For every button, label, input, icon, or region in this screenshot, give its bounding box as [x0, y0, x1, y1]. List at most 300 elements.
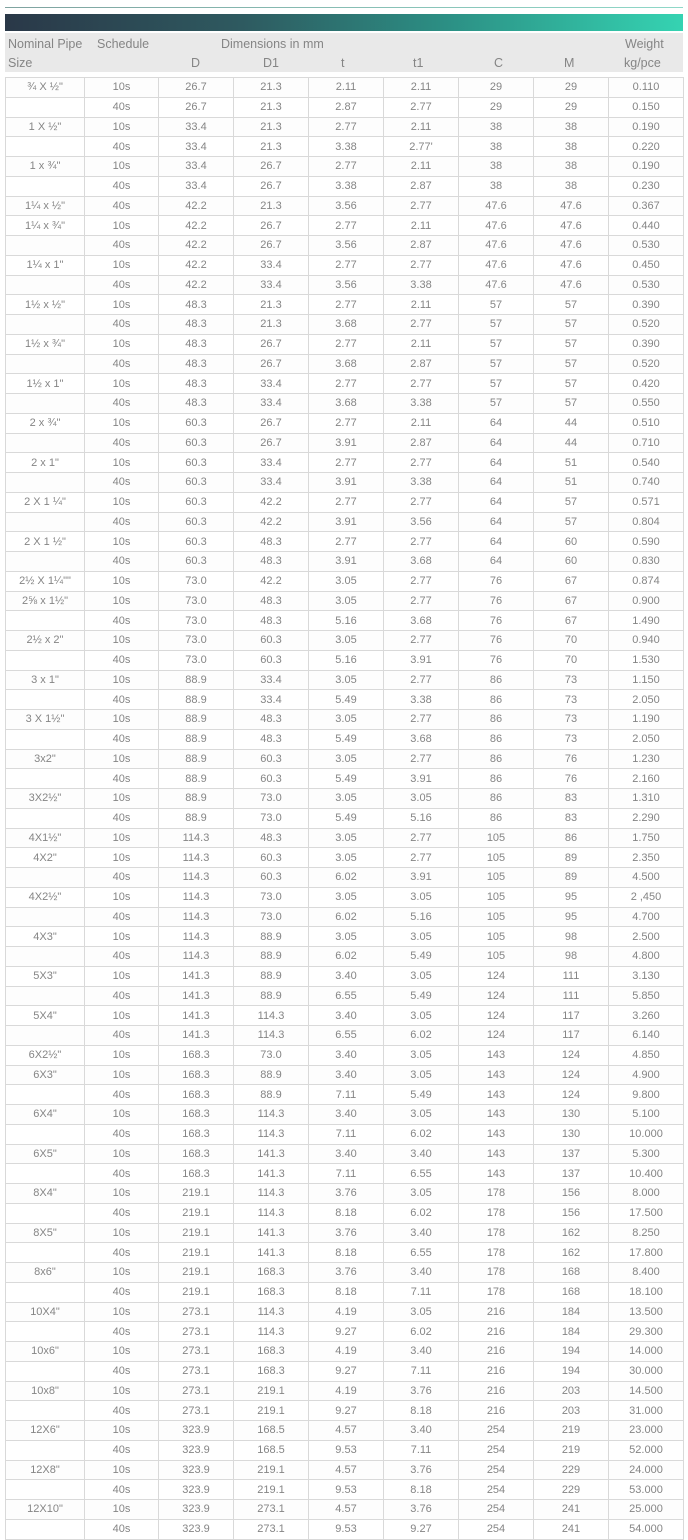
cell-nominal-size: 5X4" — [6, 1006, 85, 1026]
cell-t: 9.53 — [309, 1519, 384, 1539]
cell-t1: 3.05 — [384, 1105, 459, 1125]
cell-d: 323.9 — [159, 1500, 234, 1520]
cell-schedule: 40s — [85, 1361, 159, 1381]
table-row — [6, 1045, 684, 1065]
cell-m: 29 — [534, 78, 609, 98]
header-dimensions: Dimensions in mm — [221, 37, 324, 51]
cell-d: 60.3 — [159, 512, 234, 532]
cell-schedule: 10s — [85, 295, 159, 315]
cell-t1: 8.18 — [384, 1401, 459, 1421]
table-row — [6, 1381, 684, 1401]
cell-weight: 10.000 — [609, 1124, 684, 1144]
cell-t1: 3.38 — [384, 473, 459, 493]
cell-m: 89 — [534, 868, 609, 888]
cell-d1: 48.3 — [234, 611, 309, 631]
cell-d1: 219.1 — [234, 1480, 309, 1500]
cell-weight: 5.850 — [609, 986, 684, 1006]
cell-schedule: 40s — [85, 690, 159, 710]
cell-d: 273.1 — [159, 1302, 234, 1322]
cell-d1: 88.9 — [234, 927, 309, 947]
cell-nominal-size: 3X2½" — [6, 789, 85, 809]
cell-d: 168.3 — [159, 1164, 234, 1184]
cell-d: 48.3 — [159, 295, 234, 315]
cell-m: 162 — [534, 1223, 609, 1243]
table-row — [6, 255, 684, 275]
cell-t1: 2.77 — [384, 97, 459, 117]
table-row — [6, 295, 684, 315]
cell-c: 47.6 — [459, 236, 534, 256]
cell-schedule: 40s — [85, 769, 159, 789]
cell-d1: 21.3 — [234, 78, 309, 98]
cell-d: 33.4 — [159, 176, 234, 196]
table-row — [6, 670, 684, 690]
cell-c: 64 — [459, 413, 534, 433]
cell-weight: 8.000 — [609, 1184, 684, 1204]
cell-nominal-size — [6, 552, 85, 572]
cell-weight: 0.230 — [609, 176, 684, 196]
cell-c: 57 — [459, 295, 534, 315]
cell-m: 38 — [534, 176, 609, 196]
cell-nominal-size: 1½ x 1" — [6, 374, 85, 394]
cell-t1: 7.11 — [384, 1361, 459, 1381]
cell-t1: 2.77 — [384, 492, 459, 512]
cell-weight: 0.830 — [609, 552, 684, 572]
cell-nominal-size: 1½ x ½" — [6, 295, 85, 315]
cell-weight: 18.100 — [609, 1282, 684, 1302]
table-row — [6, 97, 684, 117]
cell-weight: 2.160 — [609, 769, 684, 789]
table-row — [6, 1302, 684, 1322]
cell-c: 254 — [459, 1480, 534, 1500]
cell-nominal-size — [6, 1164, 85, 1184]
cell-c: 254 — [459, 1519, 534, 1539]
cell-t1: 5.49 — [384, 1085, 459, 1105]
cell-d1: 48.3 — [234, 828, 309, 848]
cell-t1: 3.05 — [384, 966, 459, 986]
cell-nominal-size — [6, 1322, 85, 1342]
table-row — [6, 710, 684, 730]
cell-c: 254 — [459, 1421, 534, 1441]
header-size: Size — [8, 56, 33, 70]
cell-c: 86 — [459, 749, 534, 769]
cell-t: 3.40 — [309, 1006, 384, 1026]
cell-schedule: 10s — [85, 789, 159, 809]
cell-t1: 3.40 — [384, 1144, 459, 1164]
cell-d: 60.3 — [159, 433, 234, 453]
cell-weight: 0.220 — [609, 137, 684, 157]
cell-t1: 8.18 — [384, 1480, 459, 1500]
cell-d1: 168.5 — [234, 1421, 309, 1441]
cell-m: 241 — [534, 1519, 609, 1539]
cell-d1: 48.3 — [234, 710, 309, 730]
cell-c: 178 — [459, 1243, 534, 1263]
table-row — [6, 966, 684, 986]
cell-c: 254 — [459, 1500, 534, 1520]
cell-t: 3.05 — [309, 591, 384, 611]
cell-nominal-size: 8x6" — [6, 1263, 85, 1283]
cell-t: 2.77 — [309, 374, 384, 394]
cell-m: 203 — [534, 1401, 609, 1421]
table-row — [6, 1421, 684, 1441]
table-row — [6, 571, 684, 591]
cell-weight: 0.740 — [609, 473, 684, 493]
cell-nominal-size — [6, 808, 85, 828]
cell-weight: 1.150 — [609, 670, 684, 690]
cell-nominal-size: 4X2" — [6, 848, 85, 868]
cell-c: 38 — [459, 137, 534, 157]
cell-weight: 0.550 — [609, 394, 684, 414]
cell-nominal-size — [6, 1401, 85, 1421]
cell-d1: 48.3 — [234, 552, 309, 572]
cell-t1: 3.05 — [384, 927, 459, 947]
cell-m: 229 — [534, 1460, 609, 1480]
cell-schedule: 40s — [85, 1085, 159, 1105]
cell-t: 3.76 — [309, 1184, 384, 1204]
cell-d1: 21.3 — [234, 117, 309, 137]
cell-d: 114.3 — [159, 907, 234, 927]
cell-schedule: 40s — [85, 394, 159, 414]
cell-schedule: 40s — [85, 1322, 159, 1342]
cell-d: 88.9 — [159, 729, 234, 749]
cell-weight: 17.500 — [609, 1203, 684, 1223]
cell-t1: 2.77 — [384, 670, 459, 690]
cell-t: 2.77 — [309, 255, 384, 275]
cell-t1: 3.68 — [384, 611, 459, 631]
cell-nominal-size — [6, 433, 85, 453]
cell-nominal-size — [6, 907, 85, 927]
cell-schedule: 40s — [85, 1203, 159, 1223]
cell-t1: 2.87 — [384, 176, 459, 196]
cell-schedule: 40s — [85, 650, 159, 670]
cell-t: 4.19 — [309, 1381, 384, 1401]
cell-m: 76 — [534, 749, 609, 769]
cell-d: 273.1 — [159, 1361, 234, 1381]
table-row — [6, 413, 684, 433]
cell-c: 64 — [459, 552, 534, 572]
cell-m: 60 — [534, 532, 609, 552]
cell-nominal-size: 10x8" — [6, 1381, 85, 1401]
cell-m: 130 — [534, 1105, 609, 1125]
cell-d1: 33.4 — [234, 394, 309, 414]
cell-d1: 73.0 — [234, 887, 309, 907]
cell-d1: 168.3 — [234, 1361, 309, 1381]
cell-m: 47.6 — [534, 236, 609, 256]
cell-t: 6.02 — [309, 947, 384, 967]
cell-nominal-size — [6, 947, 85, 967]
cell-t1: 2.77 — [384, 828, 459, 848]
cell-weight: 0.710 — [609, 433, 684, 453]
cell-t: 7.11 — [309, 1124, 384, 1144]
cell-c: 105 — [459, 907, 534, 927]
cell-m: 98 — [534, 947, 609, 967]
cell-t: 9.27 — [309, 1361, 384, 1381]
cell-d1: 273.1 — [234, 1500, 309, 1520]
cell-t: 3.68 — [309, 394, 384, 414]
cell-d: 42.2 — [159, 216, 234, 236]
cell-weight: 2.350 — [609, 848, 684, 868]
table-row — [6, 157, 684, 177]
cell-d: 114.3 — [159, 828, 234, 848]
cell-nominal-size: 1 x ¾" — [6, 157, 85, 177]
table-row — [6, 176, 684, 196]
cell-nominal-size — [6, 611, 85, 631]
cell-t: 3.38 — [309, 176, 384, 196]
cell-c: 29 — [459, 97, 534, 117]
cell-c: 47.6 — [459, 275, 534, 295]
cell-schedule: 10s — [85, 927, 159, 947]
cell-weight: 0.150 — [609, 97, 684, 117]
cell-schedule: 10s — [85, 1105, 159, 1125]
cell-schedule: 40s — [85, 611, 159, 631]
cell-d1: 26.7 — [234, 354, 309, 374]
cell-c: 47.6 — [459, 255, 534, 275]
cell-m: 156 — [534, 1203, 609, 1223]
cell-d: 60.3 — [159, 453, 234, 473]
cell-schedule: 10s — [85, 1342, 159, 1362]
cell-weight: 1.750 — [609, 828, 684, 848]
cell-weight: 29.300 — [609, 1322, 684, 1342]
cell-weight: 0.110 — [609, 78, 684, 98]
cell-m: 98 — [534, 927, 609, 947]
cell-nominal-size: 8X4" — [6, 1184, 85, 1204]
cell-schedule: 40s — [85, 315, 159, 335]
cell-d1: 73.0 — [234, 808, 309, 828]
cell-d: 88.9 — [159, 749, 234, 769]
cell-c: 216 — [459, 1381, 534, 1401]
cell-d: 60.3 — [159, 492, 234, 512]
cell-nominal-size — [6, 137, 85, 157]
header-col-d1: D1 — [263, 56, 279, 70]
cell-m: 67 — [534, 591, 609, 611]
cell-m: 83 — [534, 789, 609, 809]
cell-weight: 0.590 — [609, 532, 684, 552]
top-divider-line — [5, 7, 683, 8]
table-header — [5, 33, 683, 72]
cell-d1: 33.4 — [234, 453, 309, 473]
table-row — [6, 275, 684, 295]
cell-d1: 48.3 — [234, 532, 309, 552]
cell-m: 162 — [534, 1243, 609, 1263]
cell-t1: 2.77' — [384, 137, 459, 157]
cell-d: 323.9 — [159, 1519, 234, 1539]
table-row — [6, 690, 684, 710]
cell-schedule: 40s — [85, 986, 159, 1006]
cell-c: 86 — [459, 789, 534, 809]
cell-d: 273.1 — [159, 1381, 234, 1401]
cell-t: 8.18 — [309, 1203, 384, 1223]
cell-weight: 53.000 — [609, 1480, 684, 1500]
cell-t1: 2.11 — [384, 117, 459, 137]
cell-schedule: 10s — [85, 1065, 159, 1085]
cell-d1: 88.9 — [234, 947, 309, 967]
cell-t: 3.40 — [309, 966, 384, 986]
header-col-d: D — [191, 56, 201, 70]
cell-m: 51 — [534, 453, 609, 473]
cell-weight: 0.420 — [609, 374, 684, 394]
table-row — [6, 433, 684, 453]
table-row — [6, 1124, 684, 1144]
cell-nominal-size: 1 X ½" — [6, 117, 85, 137]
cell-d1: 33.4 — [234, 690, 309, 710]
cell-m: 219 — [534, 1421, 609, 1441]
cell-m: 229 — [534, 1480, 609, 1500]
cell-t: 2.77 — [309, 453, 384, 473]
cell-weight: 54.000 — [609, 1519, 684, 1539]
cell-t: 2.11 — [309, 78, 384, 98]
cell-schedule: 10s — [85, 828, 159, 848]
cell-t1: 6.02 — [384, 1322, 459, 1342]
cell-d1: 60.3 — [234, 650, 309, 670]
cell-m: 38 — [534, 117, 609, 137]
cell-d1: 168.5 — [234, 1440, 309, 1460]
cell-nominal-size — [6, 97, 85, 117]
cell-schedule: 10s — [85, 413, 159, 433]
cell-schedule: 10s — [85, 216, 159, 236]
cell-t: 5.49 — [309, 808, 384, 828]
cell-weight: 52.000 — [609, 1440, 684, 1460]
cell-weight: 3.260 — [609, 1006, 684, 1026]
cell-t1: 2.77 — [384, 255, 459, 275]
cell-m: 57 — [534, 492, 609, 512]
cell-nominal-size: 4X1½" — [6, 828, 85, 848]
table-row — [6, 216, 684, 236]
table-row — [6, 907, 684, 927]
cell-schedule: 10s — [85, 1006, 159, 1026]
cell-weight: 1.310 — [609, 789, 684, 809]
cell-d: 42.2 — [159, 255, 234, 275]
cell-nominal-size: 10x6" — [6, 1342, 85, 1362]
cell-nominal-size: 2 X 1 ¼" — [6, 492, 85, 512]
cell-c: 76 — [459, 611, 534, 631]
cell-m: 203 — [534, 1381, 609, 1401]
cell-m: 38 — [534, 137, 609, 157]
cell-d: 114.3 — [159, 947, 234, 967]
cell-t1: 3.40 — [384, 1263, 459, 1283]
cell-t1: 3.38 — [384, 690, 459, 710]
cell-d1: 114.3 — [234, 1124, 309, 1144]
cell-t: 3.05 — [309, 710, 384, 730]
cell-nominal-size — [6, 176, 85, 196]
cell-d1: 26.7 — [234, 413, 309, 433]
cell-t: 2.77 — [309, 532, 384, 552]
cell-schedule: 10s — [85, 1184, 159, 1204]
cell-schedule: 40s — [85, 868, 159, 888]
cell-d: 114.3 — [159, 927, 234, 947]
cell-d1: 60.3 — [234, 631, 309, 651]
cell-schedule: 40s — [85, 275, 159, 295]
cell-t1: 2.87 — [384, 354, 459, 374]
cell-c: 216 — [459, 1342, 534, 1362]
cell-d: 73.0 — [159, 571, 234, 591]
cell-m: 219 — [534, 1440, 609, 1460]
cell-d: 48.3 — [159, 394, 234, 414]
cell-t1: 9.27 — [384, 1519, 459, 1539]
table-row — [6, 1500, 684, 1520]
cell-t: 3.40 — [309, 1144, 384, 1164]
cell-t: 3.05 — [309, 789, 384, 809]
cell-t: 3.05 — [309, 887, 384, 907]
cell-t1: 3.40 — [384, 1223, 459, 1243]
cell-weight: 6.140 — [609, 1026, 684, 1046]
cell-t1: 3.05 — [384, 887, 459, 907]
cell-m: 73 — [534, 670, 609, 690]
cell-t: 7.11 — [309, 1164, 384, 1184]
cell-c: 64 — [459, 473, 534, 493]
cell-weight: 0.520 — [609, 315, 684, 335]
table-row — [6, 868, 684, 888]
cell-d: 168.3 — [159, 1065, 234, 1085]
cell-d1: 219.1 — [234, 1460, 309, 1480]
cell-c: 216 — [459, 1401, 534, 1421]
table-row — [6, 1460, 684, 1480]
cell-m: 57 — [534, 334, 609, 354]
cell-schedule: 10s — [85, 571, 159, 591]
cell-m: 168 — [534, 1282, 609, 1302]
cell-d: 114.3 — [159, 887, 234, 907]
cell-t1: 5.49 — [384, 947, 459, 967]
cell-weight: 31.000 — [609, 1401, 684, 1421]
cell-c: 178 — [459, 1223, 534, 1243]
cell-schedule: 10s — [85, 966, 159, 986]
cell-schedule: 10s — [85, 1223, 159, 1243]
cell-t1: 3.76 — [384, 1381, 459, 1401]
cell-schedule: 40s — [85, 1440, 159, 1460]
cell-d1: 114.3 — [234, 1006, 309, 1026]
cell-c: 86 — [459, 710, 534, 730]
cell-d1: 168.3 — [234, 1263, 309, 1283]
cell-d1: 26.7 — [234, 216, 309, 236]
cell-t: 2.87 — [309, 97, 384, 117]
cell-d1: 21.3 — [234, 315, 309, 335]
cell-m: 137 — [534, 1144, 609, 1164]
cell-d: 26.7 — [159, 78, 234, 98]
table-row — [6, 374, 684, 394]
cell-c: 64 — [459, 453, 534, 473]
cell-t1: 7.11 — [384, 1440, 459, 1460]
cell-d1: 33.4 — [234, 275, 309, 295]
cell-c: 76 — [459, 650, 534, 670]
cell-t: 2.77 — [309, 334, 384, 354]
cell-nominal-size — [6, 650, 85, 670]
table-row — [6, 1085, 684, 1105]
table-row — [6, 1144, 684, 1164]
cell-t1: 3.05 — [384, 1065, 459, 1085]
table-row — [6, 927, 684, 947]
cell-m: 83 — [534, 808, 609, 828]
cell-d1: 33.4 — [234, 473, 309, 493]
cell-weight: 2.050 — [609, 729, 684, 749]
cell-c: 47.6 — [459, 196, 534, 216]
cell-t1: 3.91 — [384, 769, 459, 789]
cell-weight: 0.190 — [609, 117, 684, 137]
cell-weight: 1.530 — [609, 650, 684, 670]
cell-m: 241 — [534, 1500, 609, 1520]
cell-t1: 3.40 — [384, 1342, 459, 1362]
cell-t1: 3.91 — [384, 868, 459, 888]
cell-d1: 88.9 — [234, 966, 309, 986]
cell-t: 3.56 — [309, 236, 384, 256]
cell-nominal-size: 2½ x 2" — [6, 631, 85, 651]
cell-t1: 2.77 — [384, 591, 459, 611]
cell-t: 3.05 — [309, 927, 384, 947]
header-nominal-pipe: Nominal Pipe — [8, 37, 83, 51]
cell-weight: 0.874 — [609, 571, 684, 591]
cell-c: 57 — [459, 334, 534, 354]
cell-m: 70 — [534, 631, 609, 651]
header-col-t1: t1 — [413, 56, 424, 70]
cell-d: 88.9 — [159, 789, 234, 809]
cell-m: 57 — [534, 394, 609, 414]
